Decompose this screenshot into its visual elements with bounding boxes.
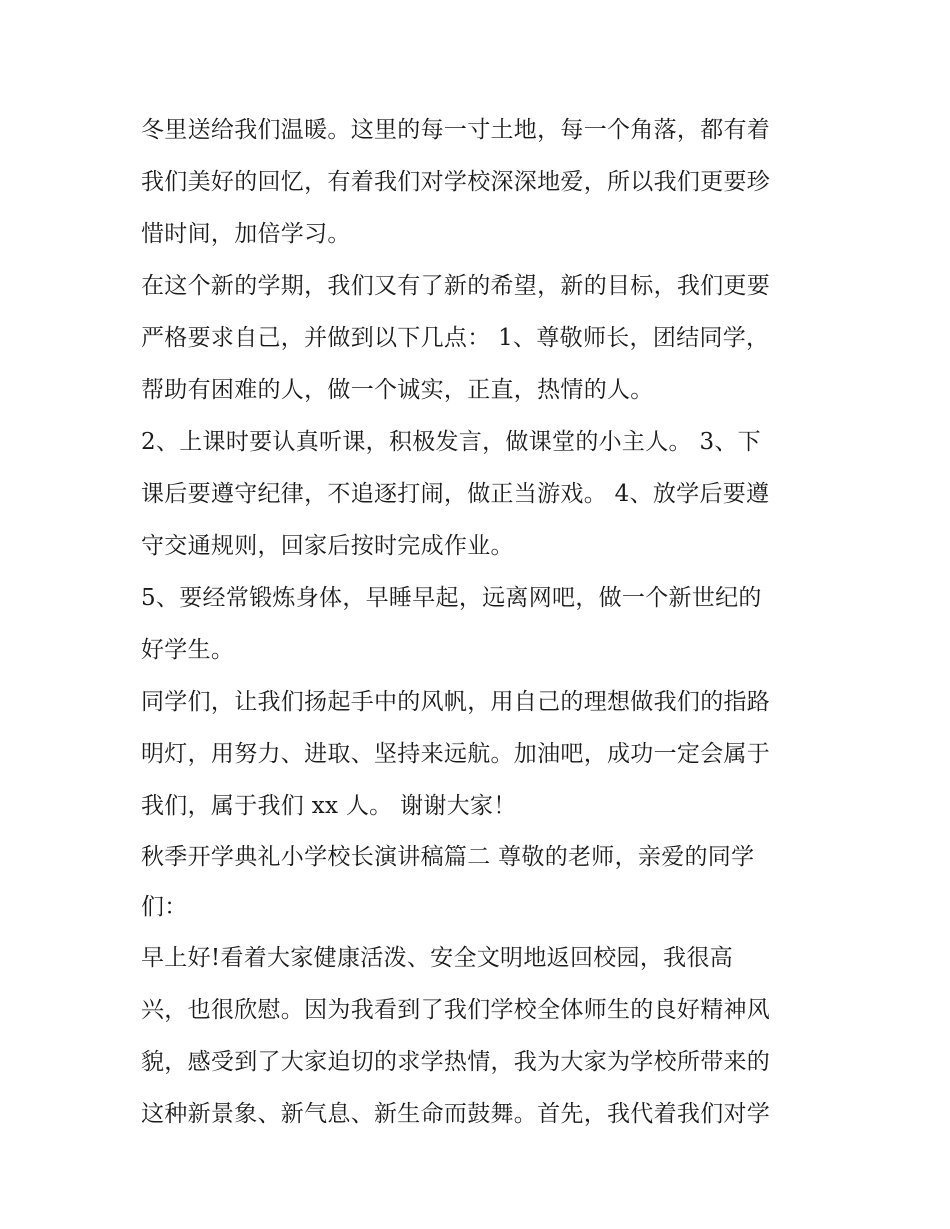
text-line: 2、上课时要认真听课，积极发言，做课堂的小主人。 3、下 [141,429,761,455]
text-line: 同学们，让我们扬起手中的风帆，用自己的理想做我们的指路 [141,689,771,715]
text-line: 守交通规则，回家后按时完成作业。 [141,533,514,559]
text-line: 我们，属于我们 xx 人。 谢谢大家！ [141,793,517,819]
text-line: 惜时间，加倍学习。 [141,221,351,247]
text-line: 5、要经常锻炼身体，早睡早起，远离网吧，做一个新世纪的 [141,585,762,611]
text-line: 明灯，用努力、进取、坚持来远航。加油吧，成功一定会属于 [141,741,771,767]
text-line: 帮助有困难的人，做一个诚实，正直，热情的人。 [141,377,654,403]
text-line: 我们美好的回忆，有着我们对学校深深地爱，所以我们更要珍 [141,169,771,195]
text-line: 在这个新的学期，我们又有了新的希望，新的目标，我们更要 [141,273,771,299]
text-line: 秋季开学典礼小学校长演讲稿篇二 尊敬的老师，亲爱的同学 [141,844,755,870]
text-line: 们： [141,894,188,920]
text-line: 课后要遵守纪律，不追逐打闹，做正当游戏。 4、放学后要遵 [141,481,770,507]
text-line: 早上好!看着大家健康活泼、安全文明地返回校园，我很高 [141,945,734,971]
text-line: 好学生。 [141,637,235,663]
text-line: 貌，感受到了大家迫切的求学热情，我为大家为学校所带来的 [141,1049,771,1075]
document-body [141,104,831,1140]
text-line: 这种新景象、新气息、新生命而鼓舞。首先，我代着我们对学 [141,1101,771,1127]
text-line: 冬里送给我们温暖。这里的每一寸土地，每一个角落，都有着 [141,117,771,143]
text-line: 兴，也很欣慰。因为我看到了我们学校全体师生的良好精神风 [141,997,771,1023]
text-line: 严格要求自己，并做到以下几点： 1、尊敬师长，团结同学， [141,325,770,351]
